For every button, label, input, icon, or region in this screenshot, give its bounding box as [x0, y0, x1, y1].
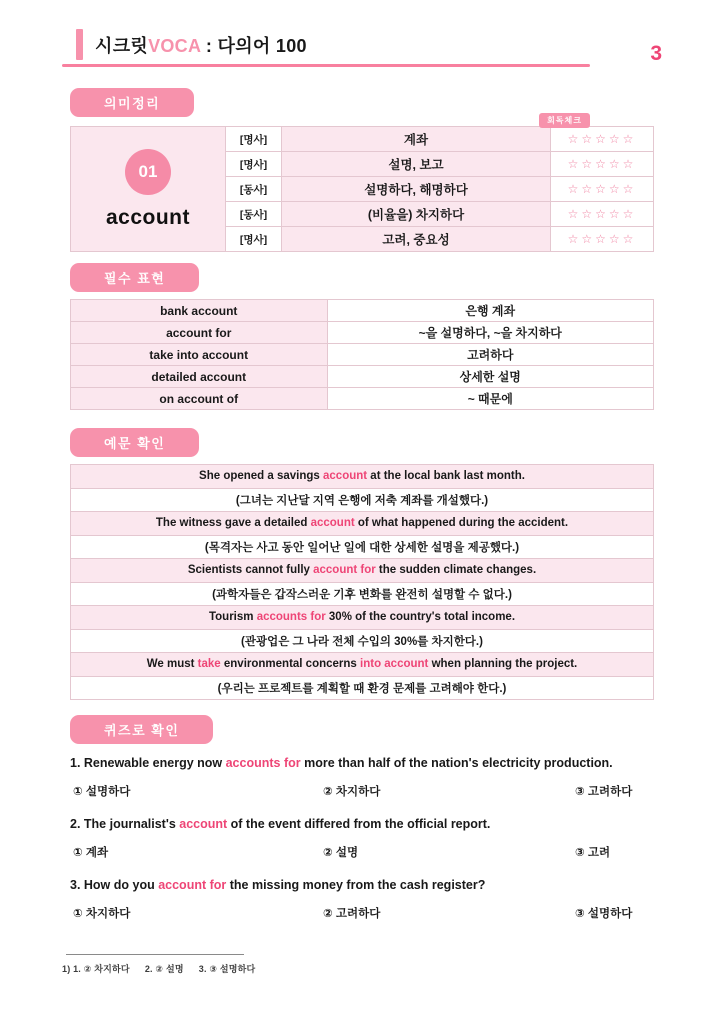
star-rating-icons: ☆☆☆☆☆	[551, 202, 654, 227]
example-cell	[71, 488, 654, 512]
doc-title-rest: : 다의어 100	[200, 35, 307, 56]
example-sentence-row	[71, 653, 654, 677]
section-badge-quiz: 퀴즈로 확인	[70, 715, 213, 744]
page-header	[70, 28, 662, 67]
example-cell	[71, 629, 654, 653]
quiz-option: ③ 고려하다	[575, 786, 633, 798]
expression-english: bank account	[71, 300, 328, 322]
star-rating-icons: ☆☆☆☆☆	[551, 127, 654, 152]
expression-english: take into account	[71, 344, 328, 366]
example-cell	[71, 582, 654, 606]
expression-english: detailed account	[71, 366, 328, 388]
examples-table	[70, 464, 654, 700]
star-rating-icons: ☆☆☆☆☆	[551, 177, 654, 202]
quiz-question-block	[70, 756, 654, 799]
highlighted-word: into account	[360, 658, 429, 671]
part-of-speech: [동사]	[226, 202, 282, 227]
example-sentence-row	[71, 559, 654, 583]
sentence-text: (그녀는 지난달 지역 은행에 저축 계좌를 개설했다.)	[235, 494, 489, 507]
highlighted-word: account	[323, 470, 368, 483]
example-translation-row	[71, 582, 654, 606]
star-rating-icons: ☆☆☆☆☆	[551, 152, 654, 177]
part-of-speech: [동사]	[226, 177, 282, 202]
quiz-question-text	[70, 756, 654, 770]
section-quiz	[70, 700, 654, 921]
quiz-options-row	[73, 905, 654, 921]
doc-title-secret: 시크릿	[95, 35, 149, 56]
sentence-text: more than half of the nation's electricity production.	[300, 756, 613, 770]
answer-item: 3. ③ 설명하다	[198, 964, 256, 974]
expression-korean: 고려하다	[327, 344, 653, 366]
sentence-text: (과학자들은 갑작스러운 기후 변화를 완전히 설명할 수 없다.)	[212, 588, 512, 601]
quiz-option: ① 차지하다	[73, 908, 131, 920]
example-cell	[71, 512, 654, 536]
answer-key	[62, 962, 255, 975]
doc-title-voca: VOCA	[148, 35, 201, 56]
sentence-text: the missing money from the cash register?	[226, 878, 486, 892]
star-rating-icons: ☆☆☆☆☆	[551, 227, 654, 252]
highlighted-word: account for	[313, 564, 376, 577]
example-cell	[71, 559, 654, 583]
quiz-list	[70, 756, 654, 921]
expression-korean: ~을 설명하다, ~을 차지하다	[327, 322, 653, 344]
part-of-speech: [명사]	[226, 127, 282, 152]
quiz-option: ② 차지하다	[323, 786, 381, 798]
quiz-option: ② 고려하다	[323, 908, 381, 920]
example-cell	[71, 465, 654, 489]
expression-english: on account of	[71, 388, 328, 410]
example-cell	[71, 653, 654, 677]
meaning-text: 설명하다, 해명하다	[282, 177, 551, 202]
quiz-option: ③ 고려	[575, 847, 611, 859]
expression-korean: 은행 계좌	[327, 300, 653, 322]
sentence-text: 3. How do you	[70, 878, 159, 892]
meaning-table	[70, 126, 654, 252]
expression-row	[71, 300, 654, 322]
section-examples	[70, 410, 654, 700]
page-number: 3	[650, 42, 662, 65]
quiz-option: ③ 설명하다	[575, 908, 633, 920]
quiz-options-row	[73, 844, 654, 860]
sentence-text: of the event differed from the official report.	[227, 817, 491, 831]
highlighted-word: accounts for	[256, 611, 326, 624]
quiz-option: ① 설명하다	[73, 786, 131, 798]
meaning-table-wrap	[70, 116, 654, 252]
highlighted-word: account for	[158, 878, 227, 892]
quiz-options-row	[73, 783, 654, 799]
quiz-question-text	[70, 817, 654, 831]
example-translation-row	[71, 676, 654, 700]
section-meaning	[70, 67, 654, 252]
read-check-badge: 회독체크	[539, 113, 590, 128]
example-translation-row	[71, 535, 654, 559]
example-translation-row	[71, 629, 654, 653]
sentence-text: We must	[146, 658, 198, 671]
expression-korean: ~ 때문에	[327, 388, 653, 410]
section-badge-meaning: 의미정리	[70, 88, 194, 117]
title-accent-bar	[76, 29, 83, 60]
highlighted-word: account	[179, 817, 228, 831]
highlighted-word: accounts for	[225, 756, 301, 770]
sentence-text: (관광업은 그 나라 전체 수입의 30%를 차지한다.)	[241, 635, 483, 648]
expressions-table-wrap	[70, 299, 654, 410]
answer-item: 2. ② 설명	[144, 964, 184, 974]
quiz-question-block	[70, 878, 654, 921]
quiz-question-block	[70, 817, 654, 860]
expression-row	[71, 344, 654, 366]
meaning-row	[71, 127, 654, 152]
sentence-text: when planning the project.	[428, 658, 578, 671]
answer-key-footer	[62, 954, 255, 975]
highlighted-word: account	[310, 517, 355, 530]
example-sentence-row	[71, 606, 654, 630]
sentence-text: environmental concerns	[220, 658, 361, 671]
expression-row	[71, 388, 654, 410]
sentence-text: The witness gave a detailed	[155, 517, 311, 530]
meaning-text: (비율을) 차지하다	[282, 202, 551, 227]
quiz-question-text	[70, 878, 654, 892]
footnote-divider	[66, 954, 244, 955]
expression-row	[71, 366, 654, 388]
meaning-text: 계좌	[282, 127, 551, 152]
example-cell	[71, 535, 654, 559]
sentence-text: 2. The journalist's	[70, 817, 180, 831]
examples-table-wrap	[70, 464, 654, 700]
expressions-table	[70, 299, 654, 410]
sentence-text: (우리는 프로젝트를 계획할 때 환경 문제를 고려해야 한다.)	[217, 682, 507, 695]
example-cell	[71, 676, 654, 700]
sentence-text: (목격자는 사고 동안 일어난 일에 대한 상세한 설명을 제공했다.)	[204, 541, 520, 554]
sentence-text: She opened a savings	[199, 470, 324, 483]
quiz-option: ② 설명	[323, 847, 359, 859]
part-of-speech: [명사]	[226, 227, 282, 252]
sentence-text: Tourism	[208, 611, 257, 624]
expression-english: account for	[71, 322, 328, 344]
answer-item: 1) 1. ② 차지하다	[62, 964, 130, 974]
doc-title	[95, 32, 307, 58]
title-row	[76, 28, 654, 61]
word-cell	[71, 127, 226, 252]
sentence-text: Scientists cannot fully	[187, 564, 314, 577]
section-badge-expressions: 필수 표현	[70, 263, 199, 292]
part-of-speech: [명사]	[226, 152, 282, 177]
headword: account	[105, 205, 190, 229]
sentence-text: 1. Renewable energy now	[70, 756, 226, 770]
sentence-text: of what happened during the accident.	[354, 517, 569, 530]
meaning-text: 설명, 보고	[282, 152, 551, 177]
example-sentence-row	[71, 465, 654, 489]
example-sentence-row	[71, 512, 654, 536]
section-expressions	[70, 252, 654, 410]
highlighted-word: take	[197, 658, 221, 671]
sentence-text: 30% of the country's total income.	[325, 611, 516, 624]
example-translation-row	[71, 488, 654, 512]
expression-row	[71, 322, 654, 344]
sentence-text: the sudden climate changes.	[375, 564, 537, 577]
meaning-text: 고려, 중요성	[282, 227, 551, 252]
word-number-badge: 01	[125, 149, 171, 195]
expression-korean: 상세한 설명	[327, 366, 653, 388]
quiz-option: ① 계좌	[73, 847, 109, 859]
section-badge-examples: 예문 확인	[70, 428, 199, 457]
example-cell	[71, 606, 654, 630]
sentence-text: at the local bank last month.	[367, 470, 525, 483]
